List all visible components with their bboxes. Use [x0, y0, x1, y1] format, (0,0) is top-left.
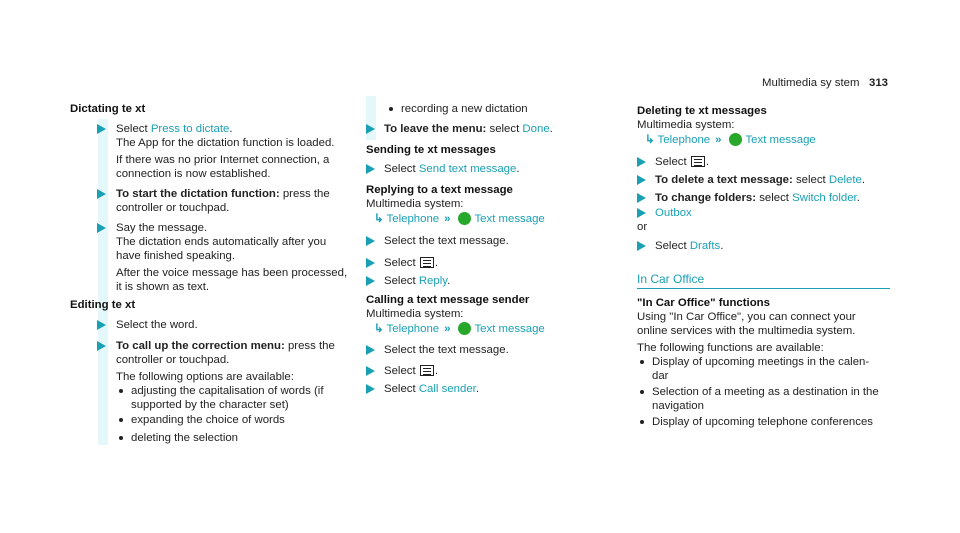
- double-chevron-icon: »: [715, 134, 722, 146]
- press-to-dictate-link[interactable]: Press to dictate: [150, 123, 230, 135]
- step-select-reply: Select Reply.: [384, 275, 451, 287]
- text-line: The following functions are available:: [637, 342, 824, 354]
- telephone-link[interactable]: Telephone: [657, 134, 711, 146]
- path-arrow-icon: ↳: [374, 213, 384, 225]
- send-text-message-link[interactable]: Send text message: [418, 163, 517, 175]
- list-item: deleting the selection: [131, 432, 239, 444]
- telephone-link[interactable]: Telephone: [386, 323, 440, 335]
- list-item: Display of upcoming telephone conferences: [652, 416, 873, 428]
- header-section: Multimedia sy stem: [762, 77, 860, 89]
- telephone-app-icon: [458, 322, 471, 335]
- step-select-menu: Select .: [655, 156, 709, 168]
- triangle-bullet-icon: [366, 236, 375, 246]
- step-select-press-to-dictate: Select Press to dictate.: [116, 123, 233, 135]
- text-message-link[interactable]: Text message: [474, 323, 545, 335]
- list-item: dar: [652, 370, 669, 382]
- step-start-dictation: To start the dictation function: press the: [116, 188, 330, 200]
- drafts-link[interactable]: Drafts: [689, 240, 721, 252]
- triangle-bullet-icon: [637, 175, 646, 185]
- list-bullet: [119, 436, 123, 440]
- double-chevron-icon: »: [444, 323, 451, 335]
- text-line: The following options are available:: [116, 371, 294, 383]
- outbox-link[interactable]: Outbox: [655, 207, 692, 219]
- text-line: If there was no prior Internet connection, a: [116, 154, 330, 166]
- triangle-bullet-icon: [366, 276, 375, 286]
- text-line: Multimedia system:: [366, 198, 464, 210]
- text-line: have finished speaking.: [116, 250, 236, 262]
- step-select-drafts: Select Drafts.: [655, 240, 724, 252]
- text-line: it is shown as text.: [116, 281, 210, 293]
- text-line: Select the text message.: [384, 235, 509, 247]
- triangle-bullet-icon: [97, 223, 106, 233]
- step-delete-message: To delete a text message: select Delete.: [655, 174, 865, 186]
- list-item: supported by the character set): [131, 399, 289, 411]
- text-line: After the voice message has been processed,: [116, 267, 348, 279]
- double-chevron-icon: »: [444, 213, 451, 225]
- telephone-app-icon: [458, 212, 471, 225]
- step-call-sender: Select Call sender.: [384, 383, 479, 395]
- text-line: connection is now established.: [116, 168, 271, 180]
- triangle-bullet-icon: [97, 189, 106, 199]
- text-line: The App for the dictation function is loaded.: [116, 137, 335, 149]
- replying-heading: Replying to a text message: [366, 184, 513, 196]
- text-line: Multimedia system:: [366, 308, 464, 320]
- step-correction-menu: To call up the correction menu: press the: [116, 340, 335, 352]
- in-car-office-title: In Car Office: [637, 272, 705, 286]
- menu-path: [374, 212, 545, 226]
- page-number: 313: [869, 77, 889, 89]
- list-item: expanding the choice of words: [131, 414, 285, 426]
- dictating-heading: Dictating te xt: [70, 103, 146, 115]
- text-line: controller or touchpad.: [116, 202, 230, 214]
- menu-path: [374, 322, 545, 336]
- call-sender-link[interactable]: Call sender: [418, 383, 476, 395]
- step-change-folders: To change folders: select Switch folder.: [655, 192, 860, 204]
- step-leave-menu: To leave the menu: select Done.: [384, 123, 553, 135]
- sending-heading: Sending te xt messages: [366, 144, 496, 156]
- triangle-bullet-icon: [366, 124, 375, 134]
- text-line: Select the text message.: [384, 344, 509, 356]
- functions-heading: "In Car Office" functions: [637, 297, 770, 309]
- list-item: navigation: [652, 400, 704, 412]
- text-line: Select the word.: [116, 319, 198, 331]
- triangle-bullet-icon: [637, 241, 646, 251]
- list-item: Selection of a meeting as a destination in the: [652, 386, 879, 398]
- text-message-link[interactable]: Text message: [745, 134, 816, 146]
- list-item: recording a new dictation: [401, 103, 528, 115]
- telephone-link[interactable]: Telephone: [386, 213, 440, 225]
- switch-folder-link[interactable]: Switch folder: [792, 192, 857, 204]
- list-bullet: [119, 418, 123, 422]
- text-line: Multimedia system:: [637, 119, 735, 131]
- menu-path: [645, 133, 816, 147]
- list-item: Display of upcoming meetings in the calen-: [652, 356, 870, 368]
- triangle-bullet-icon: [637, 157, 646, 167]
- done-link[interactable]: Done: [522, 123, 550, 135]
- text-line: Say the message.: [116, 222, 208, 234]
- text-message-link[interactable]: Text message: [474, 213, 545, 225]
- editing-heading: Editing te xt: [70, 299, 136, 311]
- menu-list-icon[interactable]: [420, 365, 434, 376]
- menu-list-icon[interactable]: [420, 257, 434, 268]
- triangle-bullet-icon: [366, 164, 375, 174]
- text-line: Using "In Car Office", you can connect your: [637, 311, 856, 323]
- list-item: adjusting the capitalisation of words (if: [131, 385, 324, 397]
- deleting-heading: Deleting te xt messages: [637, 105, 767, 117]
- triangle-bullet-icon: [637, 208, 646, 218]
- triangle-bullet-icon: [366, 384, 375, 394]
- section-divider: [637, 288, 890, 289]
- triangle-bullet-icon: [97, 320, 106, 330]
- list-bullet: [640, 420, 644, 424]
- triangle-bullet-icon: [366, 258, 375, 268]
- triangle-bullet-icon: [97, 341, 106, 351]
- menu-list-icon[interactable]: [691, 156, 705, 167]
- list-bullet: [640, 360, 644, 364]
- delete-link[interactable]: Delete: [828, 174, 862, 186]
- telephone-app-icon: [729, 133, 742, 146]
- step-send-text-message: Select Send text message.: [384, 163, 520, 175]
- text-line: The dictation ends automatically after you: [116, 236, 327, 248]
- text-line: online services with the multimedia system.: [637, 325, 856, 337]
- list-bullet: [640, 390, 644, 394]
- triangle-bullet-icon: [637, 193, 646, 203]
- step-select-menu: Select .: [384, 365, 438, 377]
- text-line: controller or touchpad.: [116, 354, 230, 366]
- triangle-bullet-icon: [366, 366, 375, 376]
- calling-heading: Calling a text message sender: [366, 294, 530, 306]
- or-text: or: [637, 221, 648, 233]
- triangle-bullet-icon: [366, 345, 375, 355]
- list-bullet: [389, 107, 393, 111]
- step-select-menu: Select .: [384, 257, 438, 269]
- reply-link[interactable]: Reply: [418, 275, 448, 287]
- path-arrow-icon: ↳: [645, 134, 655, 146]
- triangle-bullet-icon: [97, 124, 106, 134]
- path-arrow-icon: ↳: [374, 323, 384, 335]
- step-bar: [98, 119, 108, 445]
- list-bullet: [119, 389, 123, 393]
